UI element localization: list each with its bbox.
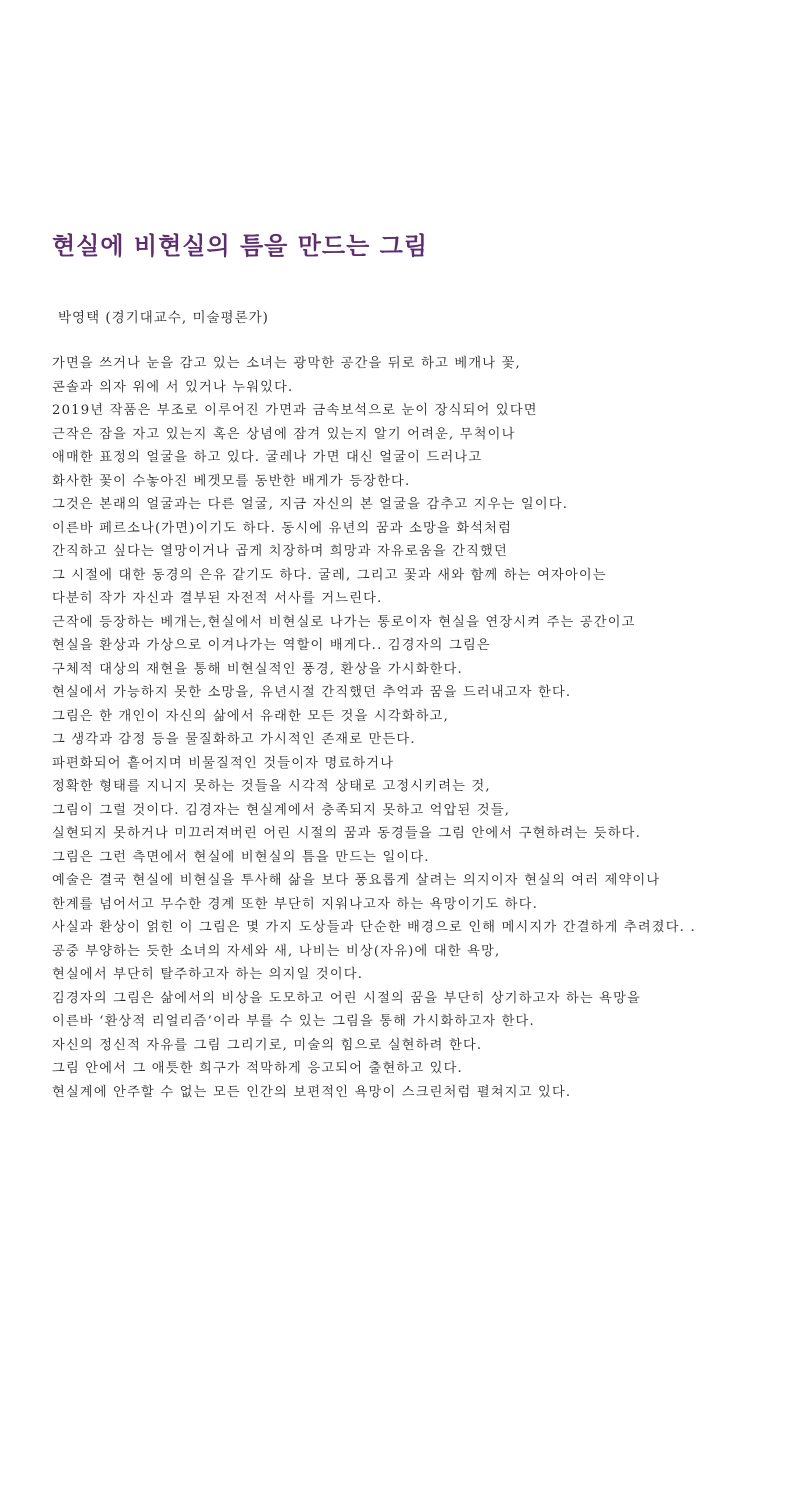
page-title: 현실에 비현실의 틈을 만드는 그림 — [52, 231, 428, 260]
body-line: 간직하고 싶다는 열망이거나 곱게 치장하며 희망과 자유로움을 간직했던 — [52, 544, 508, 559]
body-line: 자신의 정신적 자유를 그림 그리기로, 미술의 힘으로 실현하려 한다. — [52, 1037, 483, 1053]
author-byline: 박영택 (경기대교수, 미술평론가) — [58, 310, 269, 326]
body-line: 한계를 넘어서고 무수한 경계 또한 부단히 지워나고자 하는 욕망이기도 하다. — [52, 896, 539, 912]
body-line: 실현되지 못하거나 미끄러져버린 어린 시절의 꿈과 동경들을 그림 안에서 구현하려는 듯하다. — [52, 826, 641, 841]
body-line: 예술은 결국 현실에 비현실을 투사해 삶을 보다 풍요롭게 살려는 의지이자 현실의 여러 제약이나 — [52, 873, 661, 888]
body-line: 다분히 작가 자신과 결부된 자전적 서사를 거느린다. — [52, 591, 383, 606]
body-line: 그 생각과 감정 등을 물질화하고 가시적인 존재로 만든다. — [52, 732, 416, 747]
body-line: 구체적 대상의 재현을 통해 비현실적인 풍경, 환상을 가시화한다. — [52, 661, 463, 677]
body-line: 그것은 본래의 얼굴과는 다른 얼굴, 지금 자신의 본 얼굴을 감추고 지우는 일이다. — [52, 497, 569, 512]
body-line: 현실을 환상과 가상으로 이겨나가는 역할이 배게다.. 김경자의 그림은 — [52, 638, 491, 653]
body-line: 그림은 그런 측면에서 현실에 비현실의 틈을 만드는 일이다. — [52, 849, 430, 865]
body-line: 가면을 쓰거나 눈을 감고 있는 소녀는 광막한 공간을 뒤로 하고 베개나 꽃, — [52, 356, 521, 371]
body-line: 사실과 환상이 얽힌 이 그림은 몇 가지 도상들과 단순한 배경으로 인해 메시지가 간결하게 추려졌다. . — [52, 920, 696, 935]
body-line: 그림 안에서 그 애틋한 희구가 적막하게 응고되어 출현하고 있다. — [52, 1061, 463, 1076]
body-line: 콘솔과 의자 위에 서 있거나 누워있다. — [52, 379, 294, 395]
body-line: 정확한 형태를 지니지 못하는 것들을 시각적 상태로 고정시키려는 것, — [52, 779, 491, 794]
article-body — [52, 352, 792, 1104]
body-line: 이른바 페르소나(가면)이기도 하다. 동시에 유년의 꿈과 소망을 화석처럼 — [52, 520, 513, 536]
body-line: 현실계에 안주할 수 없는 모든 인간의 보편적인 욕망이 스크린처럼 펼쳐지고 있다. — [52, 1084, 572, 1100]
body-line: 김경자의 그림은 삶에서의 비상을 도모하고 어린 시절의 꿈을 부단히 상기하고자 하는 욕망을 — [52, 990, 641, 1006]
body-line: 공중 부양하는 듯한 소녀의 자세와 새, 나비는 비상(자유)에 대한 욕망, — [52, 943, 501, 959]
body-line: 그림은 한 개인이 자신의 삶에서 유래한 모든 것을 시각화하고, — [52, 708, 450, 724]
body-line: 근작에 등장하는 베개는,현실에서 비현실로 나가는 통로이자 현실을 연장시켜 주는 공간이고 — [52, 614, 636, 630]
body-line: 애매한 표정의 얼굴을 하고 있다. 굴레나 가면 대신 얼굴이 드러나고 — [52, 450, 483, 465]
body-line: 현실에서 가능하지 못한 소망을, 유년시절 간직했던 추억과 꿈을 드러내고자 한다. — [52, 685, 572, 700]
body-line: 그 시절에 대한 동경의 은유 같기도 하다. 굴레, 그리고 꽃과 새와 함께 하는 여자아이는 — [52, 567, 607, 583]
body-line: 파편화되어 흩어지며 비물질적인 것들이자 명료하거나 — [52, 755, 395, 771]
body-line: 이른바 ‘환상적 리얼리즘’이라 부를 수 있는 그림을 통해 가시화하고자 한다. — [52, 1014, 535, 1029]
body-line: 현실에서 부단히 탈주하고자 하는 의지일 것이다. — [52, 967, 364, 982]
body-line: 2019년 작품은 부조로 이루어진 가면과 금속보석으로 눈이 장식되어 있다면 — [52, 403, 538, 418]
body-line: 근작은 잠을 자고 있는지 혹은 상념에 잠겨 있는지 알기 어려운, 무척이나 — [52, 426, 516, 442]
body-line: 화사한 꽃이 수놓아진 베겟모를 동반한 배게가 등장한다. — [52, 473, 411, 489]
body-line: 그림이 그럴 것이다. 김경자는 현실계에서 충족되지 못하고 억압된 것들, — [52, 802, 511, 818]
